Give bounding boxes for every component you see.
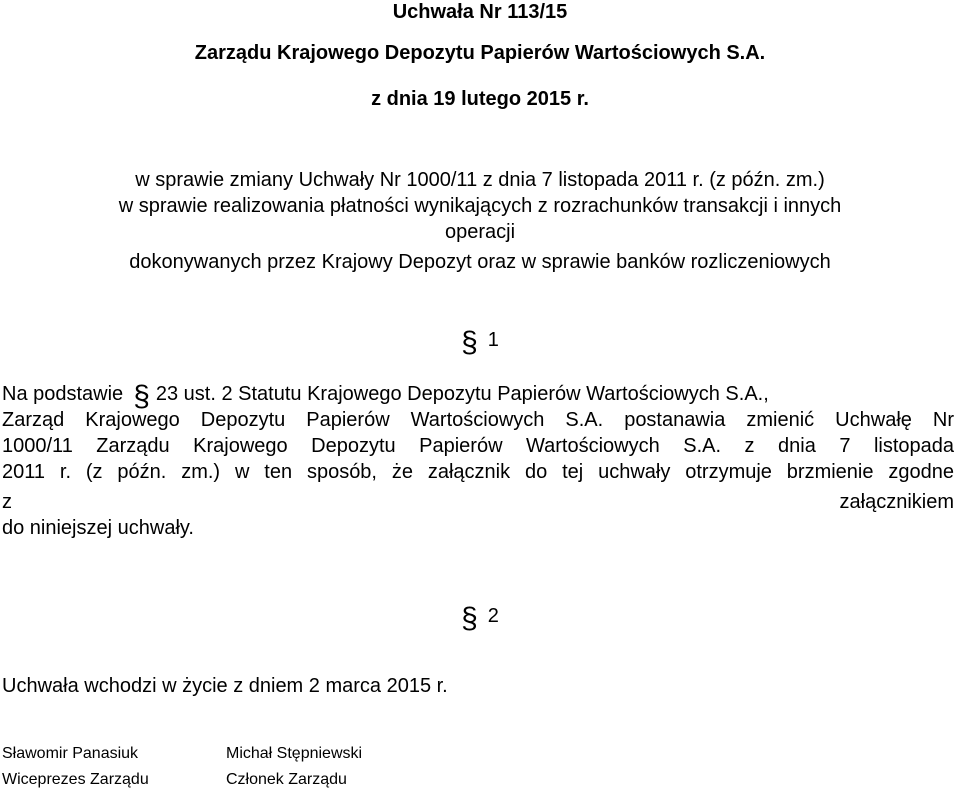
section-1-line-1-text — [2, 380, 769, 413]
resolution-title: Uchwała Nr 113/15 — [392, 1, 568, 23]
section-1-line-1 — [2, 380, 954, 413]
signature-2-role: Członek Zarządu — [226, 771, 347, 788]
subject-line-2: w sprawie realizowania płatności wynikających z rozrachunków transakcji i innych — [118, 195, 842, 217]
section-2-text: Uchwała wchodzi w życie z dniem 2 marca 2015 r. — [2, 675, 448, 697]
section-symbol: § — [461, 602, 478, 635]
section-1-line-6: do niniejszej uchwały. — [2, 517, 194, 539]
section-1-lead: Na podstawie — [2, 383, 124, 405]
section-1-line-3: 1000/11 Zarządu Krajowego Depozytu Papierów Wartościowych S.A. z dnia 7 listopada — [2, 435, 954, 457]
resolution-issuer: Zarządu Krajowego Depozytu Papierów Wartościowych S.A. — [194, 42, 766, 64]
section-2-heading — [0, 602, 960, 635]
signature-1-name: Sławomir Panasiuk — [2, 745, 139, 762]
section-symbol: § — [461, 326, 478, 359]
section-1-line-2: Zarząd Krajowego Depozytu Papierów Wartościowych S.A. postanawia zmienić Uchwałę Nr — [2, 409, 954, 431]
section-1-heading — [0, 326, 960, 359]
subject-line-1: w sprawie zmiany Uchwały Nr 1000/11 z dnia 7 listopada 2011 r. (z późn. zm.) — [135, 169, 825, 191]
signature-2-name: Michał Stępniewski — [226, 745, 363, 762]
subject-line-3: operacji — [444, 221, 516, 243]
resolution-date: z dnia 19 lutego 2015 r. — [371, 88, 589, 110]
signature-1-role: Wiceprezes Zarządu — [2, 771, 149, 788]
section-1-line-5-left: z — [2, 491, 12, 513]
subject-line-4: dokonywanych przez Krajowy Depozyt oraz w sprawie banków rozliczeniowych — [129, 251, 831, 273]
section-1-line-4: 2011 r. (z późn. zm.) w ten sposób, że załącznik do tej uchwały otrzymuje brzmienie zgodne — [2, 461, 954, 483]
section-1-line-1-rest: 23 ust. 2 Statutu Krajowego Depozytu Papierów Wartościowych S.A., — [155, 383, 769, 405]
section-number: 2 — [487, 605, 499, 627]
section-number: 1 — [487, 329, 499, 351]
inline-section-symbol: § — [133, 380, 150, 413]
section-1-line-5 — [2, 490, 954, 514]
section-1-line-5-right: załącznikiem — [839, 491, 954, 513]
